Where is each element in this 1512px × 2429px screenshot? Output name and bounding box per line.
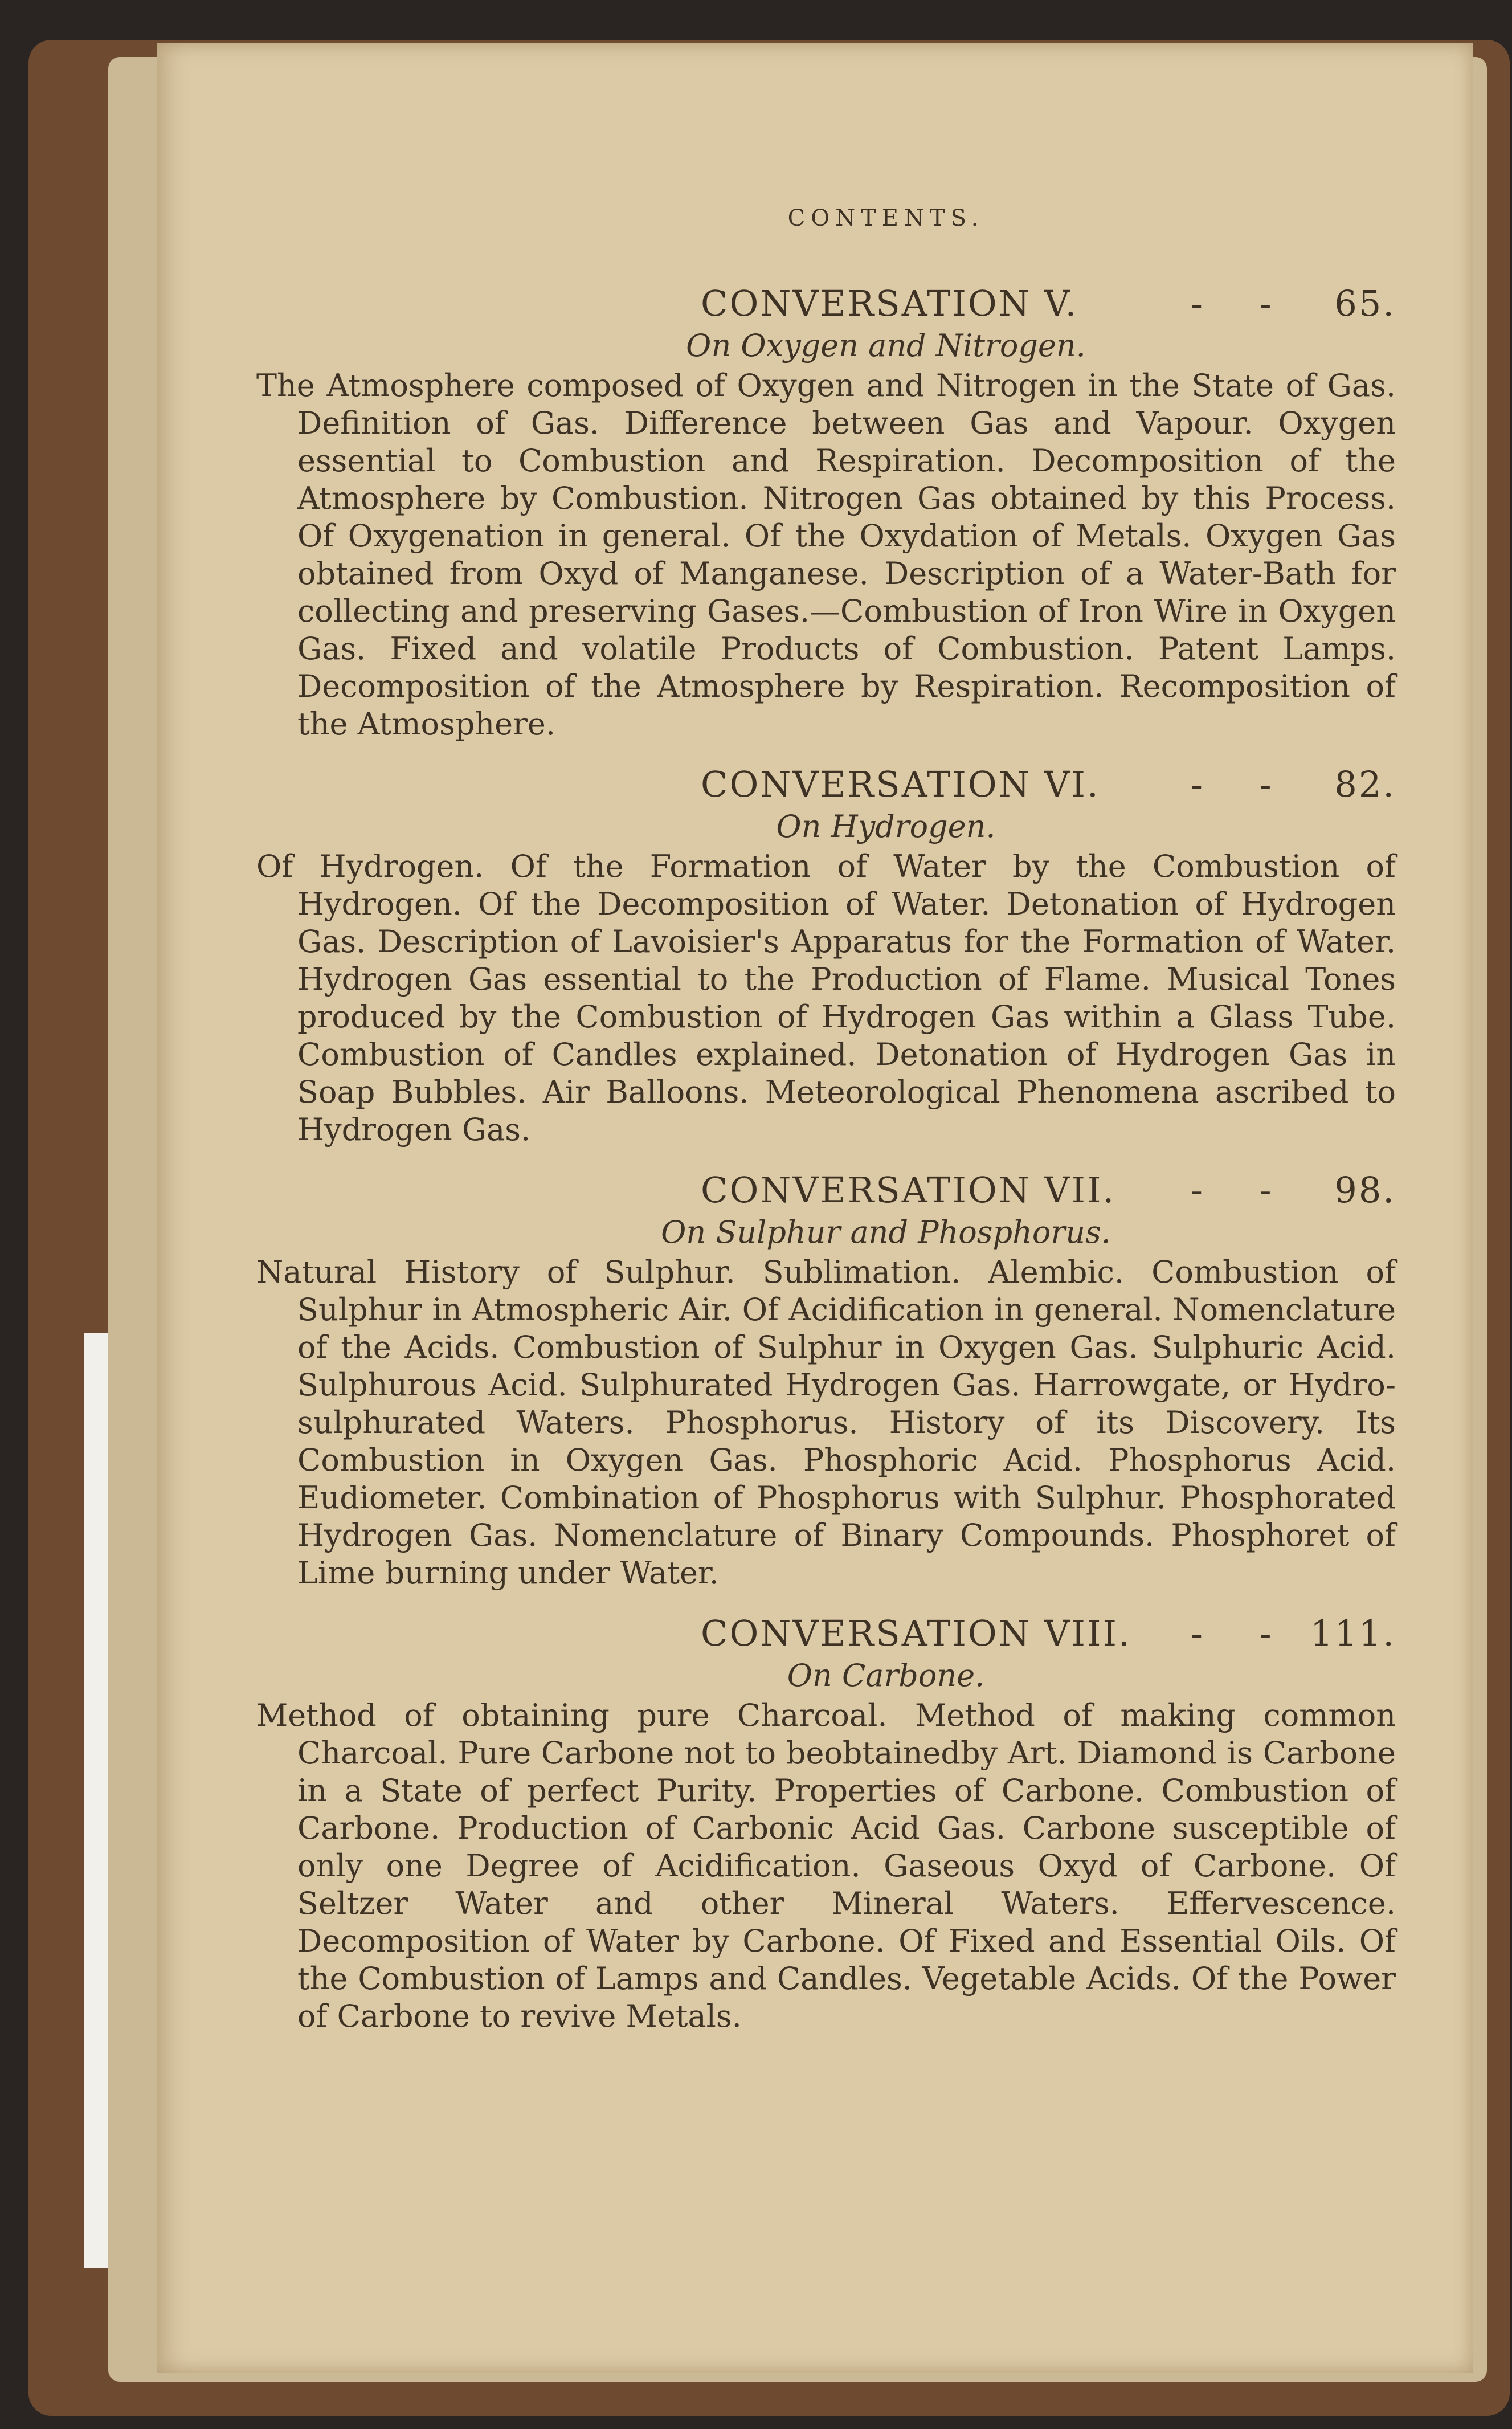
section-title: CONVERSATION V. — [701, 283, 1078, 324]
section-summary: Method of obtaining pure Charcoal. Method of making common Charcoal. Pure Carbone not to beobtainedby Art. Diamond is Carbone in a State of perfect Purity. Properties of Carbone. Combustion of Carbone. Production of Carbonic Acid Gas. Carbone susceptible of only one Degree of Acidification. Gaseous Oxyd of Carbone. Of Seltzer Water and other Mineral Waters. Effervescence. Decomposition of Water by Carbone. Of Fixed and Essential Oils. Of the Combustion of Lamps and Candles. Vegetable Acids. Of the Power of Carbone to revive Metals. — [256, 1697, 1396, 2034]
page-number: 111. — [1310, 1612, 1396, 1654]
leader-dashes: - - — [1191, 1169, 1294, 1211]
leader-dashes: - - — [1191, 1612, 1294, 1654]
section-subtitle: On Hydrogen. — [776, 809, 996, 844]
section-conversation-8 — [256, 1612, 1396, 2035]
section-title: CONVERSATION VIII. — [701, 1612, 1131, 1654]
leader-dashes: - - — [1191, 764, 1294, 805]
page-number: 82. — [1334, 764, 1396, 805]
section-subtitle: On Carbone. — [787, 1658, 985, 1693]
running-head: CONTENTS. — [787, 205, 984, 231]
page-number: 98. — [1334, 1169, 1396, 1211]
leader-dashes: - - — [1191, 283, 1294, 324]
section-heading — [256, 283, 1396, 328]
section-subtitle: On Oxygen and Nitrogen. — [686, 328, 1086, 364]
section-conversation-6 — [256, 764, 1396, 1149]
page-number: 65. — [1334, 283, 1396, 324]
section-conversation-7 — [256, 1169, 1396, 1592]
section-heading — [256, 1169, 1396, 1215]
contents-text — [256, 205, 1396, 2056]
section-summary: Of Hydrogen. Of the Formation of Water by the Combustion of Hydrogen. Of the Decomposition of Water. Detonation of Hydrogen Gas. Description of Lavoisier's Apparatus for the Formation of Water. Hydrogen Gas essential to the Production of Flame. Musical Tones produced by the Combustion of Hydrogen Gas within a Glass Tube. Combustion of Candles explained. Detonation of Hydrogen Gas in Soap Bubbles. Air Balloons. Meteorological Phenomena ascribed to Hydrogen Gas. — [256, 848, 1396, 1148]
section-conversation-5 — [256, 283, 1396, 743]
section-subtitle: On Sulphur and Phosphorus. — [661, 1214, 1111, 1250]
section-heading — [256, 764, 1396, 809]
section-summary: The Atmosphere composed of Oxygen and Nitrogen in the State of Gas. Definition of Gas. Difference between Gas and Vapour. Oxygen essential to Combustion and Respiration. Decomposition of the Atmosphere by Combustion. Nitrogen Gas obtained by this Process. Of Oxygenation in general. Of the Oxydation of Metals. Oxygen Gas obtained from Oxyd of Manganese. Description of a Water-Bath for collecting and preserving Gases.—Combustion of Iron Wire in Oxygen Gas. Fixed and volatile Products of Combustion. Patent Lamps. Decomposition of the Atmosphere by Respiration. Recomposition of the Atmosphere. — [256, 368, 1396, 742]
section-title: CONVERSATION VI. — [701, 764, 1100, 805]
section-title: CONVERSATION VII. — [701, 1169, 1116, 1211]
section-heading — [256, 1612, 1396, 1658]
section-summary: Natural History of Sulphur. Sublimation. Alembic. Combustion of Sulphur in Atmospheric Air. Of Acidification in general. Nomenclature of the Acids. Combustion of Sulphur in Oxygen Gas. Sulphuric Acid. Sulphurous Acid. Sulphurated Hydrogen Gas. Harrowgate, or Hydro-sulphurated Waters. Phosphorus. History of its Discovery. Its Combustion in Oxygen Gas. Phosphoric Acid. Phosphorus Acid. Eudiometer. Combination of Phosphorus with Sulphur. Phosphorated Hydrogen Gas. Nomenclature of Binary Compounds. Phosphoret of Lime burning under Water. — [256, 1254, 1396, 1591]
